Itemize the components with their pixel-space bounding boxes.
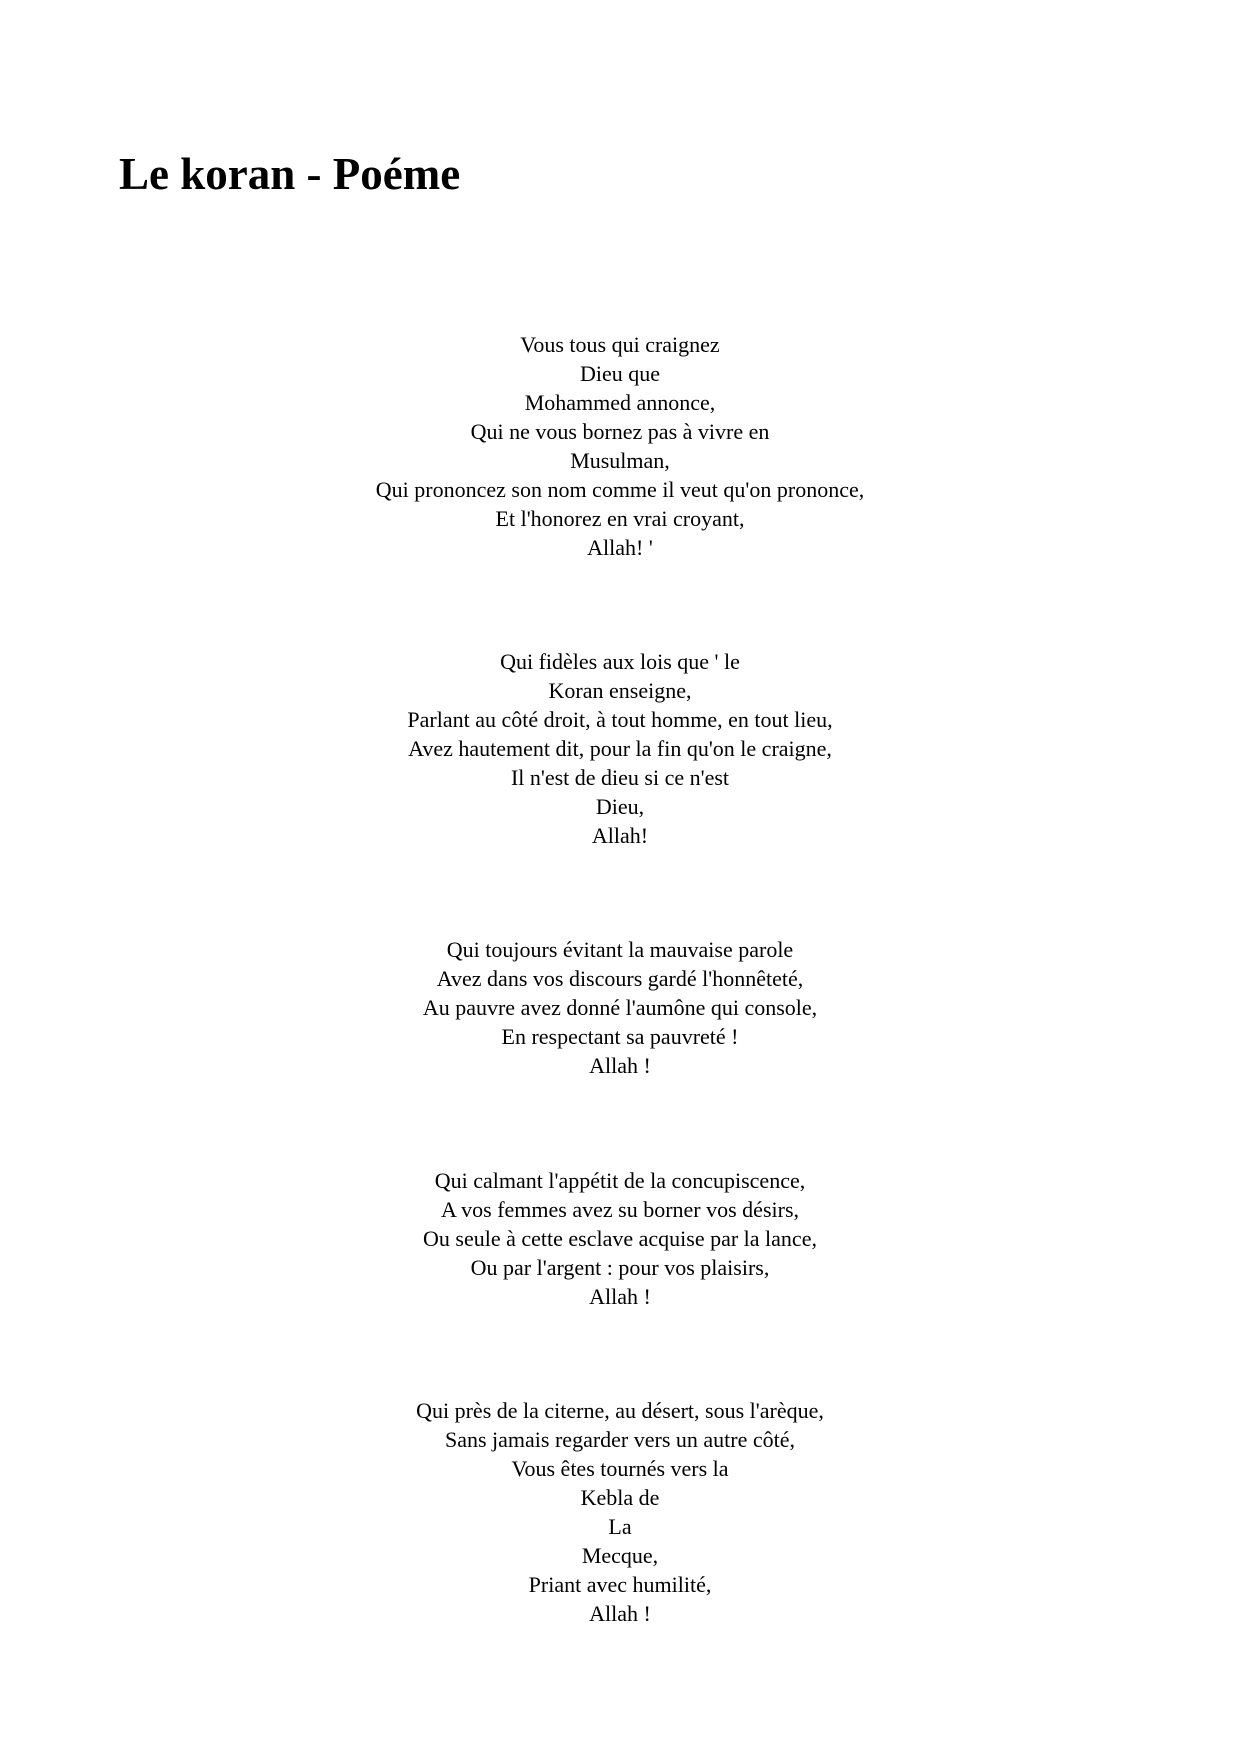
verse-line: Vous tous qui craignez xyxy=(520,332,720,357)
verse-line: Avez dans vos discours gardé l'honnêteté, xyxy=(436,966,804,991)
verse-line: Ou seule à cette esclave acquise par la lance, xyxy=(423,1226,817,1251)
verse-line: Allah ! xyxy=(589,1284,651,1309)
verse-line: Parlant au côté droit, à tout homme, en tout lieu, xyxy=(407,707,833,732)
verse-line: Musulman, xyxy=(570,448,670,473)
verse-line: Qui toujours évitant la mauvaise parole xyxy=(446,937,794,962)
verse-line: Sans jamais regarder vers un autre côté, xyxy=(444,1427,796,1452)
verse-line: Qui ne vous bornez pas à vivre en xyxy=(470,419,770,444)
verse-line: A vos femmes avez su borner vos désirs, xyxy=(440,1197,800,1222)
verse-line: Dieu que xyxy=(579,361,661,386)
verse-line: Il n'est de dieu si ce n'est xyxy=(510,765,730,790)
verse-line: Au pauvre avez donné l'aumône qui console, xyxy=(422,995,818,1020)
stanza-2 xyxy=(0,647,1240,850)
verse-line: Allah! xyxy=(591,823,649,848)
verse-line: Kebla de xyxy=(580,1485,660,1510)
verse-line: Allah! ' xyxy=(587,535,653,560)
verse-line: Qui près de la citerne, au désert, sous l'arèque, xyxy=(416,1398,824,1423)
verse-line: Dieu, xyxy=(595,794,645,819)
verse-line: Allah ! xyxy=(589,1601,651,1626)
verse-line: Mohammed annonce, xyxy=(524,390,716,415)
verse-line: Qui prononcez son nom comme il veut qu'on prononce, xyxy=(375,477,865,502)
stanza-1 xyxy=(0,330,1240,562)
verse-line: La xyxy=(608,1514,632,1539)
verse-line: Priant avec humilité, xyxy=(528,1572,712,1597)
verse-line: Avez hautement dit, pour la fin qu'on le craigne, xyxy=(408,736,832,761)
verse-line: Qui fidèles aux lois que ' le xyxy=(500,649,740,674)
verse-line: En respectant sa pauvreté ! xyxy=(501,1024,739,1049)
page-title: Le koran - Poéme xyxy=(119,149,461,199)
verse-line: Ou par l'argent : pour vos plaisirs, xyxy=(470,1255,770,1280)
verse-line: Et l'honorez en vrai croyant, xyxy=(495,506,745,531)
stanza-4 xyxy=(0,1166,1240,1311)
verse-line: Qui calmant l'appétit de la concupiscence, xyxy=(434,1168,806,1193)
verse-line: Allah ! xyxy=(589,1053,651,1078)
verse-line: Mecque, xyxy=(581,1543,659,1568)
stanza-3 xyxy=(0,935,1240,1080)
verse-line: Vous êtes tournés vers la xyxy=(511,1456,729,1481)
stanza-5 xyxy=(0,1396,1240,1628)
verse-line: Koran enseigne, xyxy=(548,678,692,703)
